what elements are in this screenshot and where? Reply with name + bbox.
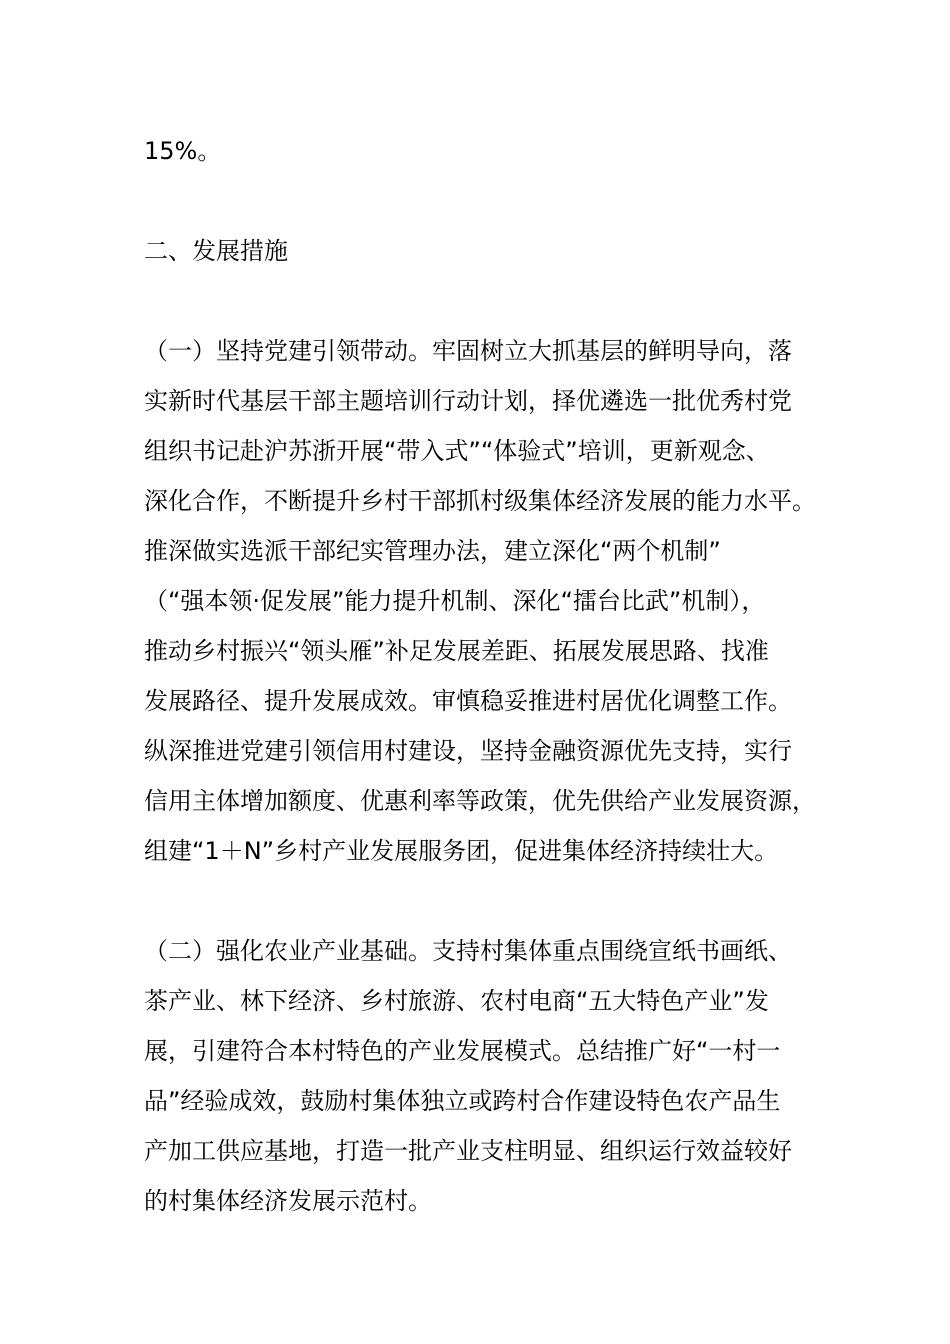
paragraph-1-line: 组织书记赴沪苏浙开展“带入式”“体验式”培训，更新观念、: [144, 437, 770, 465]
paragraph-2-line: （二）强化农业产业基础。支持村集体重点围绕宣纸书画纸、: [144, 937, 792, 965]
paragraph-1-line: 发展路径、提升发展成效。审慎稳妥推进村居优化调整工作。: [144, 687, 792, 715]
paragraph-2-line: 产加工供应基地，打造一批产业支柱明显、组织运行效益较好: [144, 1137, 792, 1165]
paragraph-1-line: 实新时代基层干部主题培训行动计划，择优遴选一批优秀村党: [144, 387, 792, 415]
paragraph-1-line: （“强本领·促发展”能力提升机制、深化“擂台比武”机制），: [144, 587, 766, 615]
section-heading: 二、发展措施: [144, 237, 288, 265]
paragraph-1-line: 深化合作，不断提升乡村干部抓村级集体经济发展的能力水平。: [144, 487, 816, 515]
paragraph-1-line: 推深做实选派干部纪实管理办法，建立深化“两个机制”: [144, 537, 721, 565]
paragraph-1-line: 信用主体增加额度、优惠利率等政策，优先供给产业发展资源，: [144, 787, 816, 815]
paragraph-1-line: （一）坚持党建引领带动。牢固树立大抓基层的鲜明导向，落: [144, 337, 792, 365]
paragraph-1-line: 推动乡村振兴“领头雁”补足发展差距、拓展发展思路、找准: [144, 637, 769, 665]
paragraph-1-line: 纵深推进党建引领信用村建设，坚持金融资源优先支持，实行: [144, 737, 792, 765]
paragraph-2-line: 品”经验成效，鼓励村集体独立或跨村合作建设特色农产品生: [144, 1087, 781, 1115]
continuation-line: 15%。: [144, 137, 222, 165]
paragraph-2-line: 茶产业、林下经济、乡村旅游、农村电商“五大特色产业”发: [144, 987, 769, 1015]
paragraph-2-line: 展，引建符合本村特色的产业发展模式。总结推广好“一村一: [144, 1037, 781, 1065]
paragraph-1-line: 组建“1＋N”乡村产业发展服务团，促进集体经济持续壮大。: [144, 837, 779, 865]
paragraph-2-line: 的村集体经济发展示范村。: [144, 1187, 432, 1215]
